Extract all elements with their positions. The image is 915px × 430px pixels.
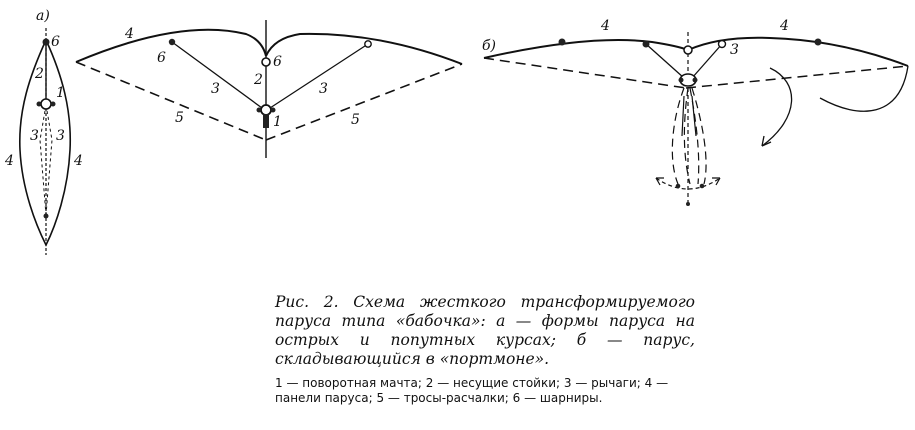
fold-stay-right (686, 66, 908, 88)
label-a-4-left: 4 (5, 153, 14, 169)
stay-wire-right (266, 64, 462, 140)
figure-legend: 1 — поворотная мачта; 2 — несущие стойки; 3 — рычаги; 4 — панели паруса; 5 — тросы-расчалки; 6 — шарниры. (275, 376, 669, 405)
label-c-2: 2 (254, 72, 263, 88)
label-b-3: 3 (730, 42, 739, 58)
fold-sail-panel-left (484, 40, 688, 58)
hinge-left-panel (169, 39, 175, 45)
label-a-3-left: 3 (30, 128, 39, 144)
label-c-6-mast: 6 (273, 54, 282, 70)
label-b-4-left: 4 (601, 18, 610, 34)
label-c-1: 1 (273, 114, 282, 130)
sail-panel-left (76, 30, 266, 62)
label-a-3-right: 3 (56, 128, 65, 144)
label-b-4-right: 4 (780, 18, 789, 34)
label-c-3-left: 3 (211, 81, 220, 97)
fold-bottom-arrow-right (712, 178, 720, 185)
fold-stay-left (484, 58, 686, 88)
sail-panel-right (266, 34, 462, 64)
fold-hub-hinge-l (679, 78, 684, 83)
fold-lever-right (692, 44, 722, 78)
fold-hinge-1 (559, 39, 566, 46)
mast-hub-plan (41, 99, 51, 109)
label-a-6: 6 (51, 34, 60, 50)
fold-hinge-2 (643, 41, 650, 48)
folded-lever-right (692, 96, 696, 136)
fold-hinge-mast-top (684, 46, 692, 54)
panel-a-label: а) (36, 8, 50, 24)
panel-b-label: б) (482, 38, 497, 54)
hinge-hub-left (257, 108, 262, 113)
folded-lever-left (682, 96, 684, 136)
folded-panel-left (672, 88, 690, 184)
label-a-2: 2 (35, 66, 44, 82)
label-c-5-left: 5 (175, 110, 184, 126)
stay-wire-left (76, 62, 266, 140)
mast-hub-front (261, 105, 271, 115)
panel-a-plan-view (4, 8, 83, 255)
label-a-4-right: 4 (74, 153, 83, 169)
panel-b-folding-sail (482, 18, 908, 206)
fold-tip-right (700, 184, 705, 189)
hinge-side-r-plan (51, 102, 56, 107)
label-c-6-left: 6 (157, 50, 166, 66)
label-c-4: 4 (125, 26, 134, 42)
figure-caption: Рис. 2. Схема жесткого трансформируемого паруса типа «бабочка»: а — формы паруса на острых и попутных курсах; б — парус, складывающийся в «портмоне». (275, 293, 695, 368)
label-c-3-right: 3 (319, 81, 328, 97)
label-c-5-right: 5 (351, 112, 360, 128)
hinge-mast-top (262, 58, 270, 66)
fold-hinge-3 (719, 41, 726, 48)
hinge-bottom-plan (44, 214, 49, 219)
fold-lever-left (646, 44, 684, 78)
lever-right (270, 44, 368, 108)
mast-foot (263, 114, 269, 128)
hinge-hub-right (271, 108, 276, 113)
panel-a-butterfly-front (76, 20, 462, 158)
hinge-side-l-plan (37, 102, 42, 107)
label-a-1: 1 (56, 85, 65, 101)
fold-hub-hinge-r (693, 78, 698, 83)
fold-hinge-4 (815, 39, 822, 46)
hinge-right-panel (365, 41, 371, 47)
lever-left (172, 42, 262, 108)
hinge-top-plan (43, 39, 50, 46)
fold-tip-center (686, 202, 690, 206)
fold-tip-left (676, 184, 681, 189)
